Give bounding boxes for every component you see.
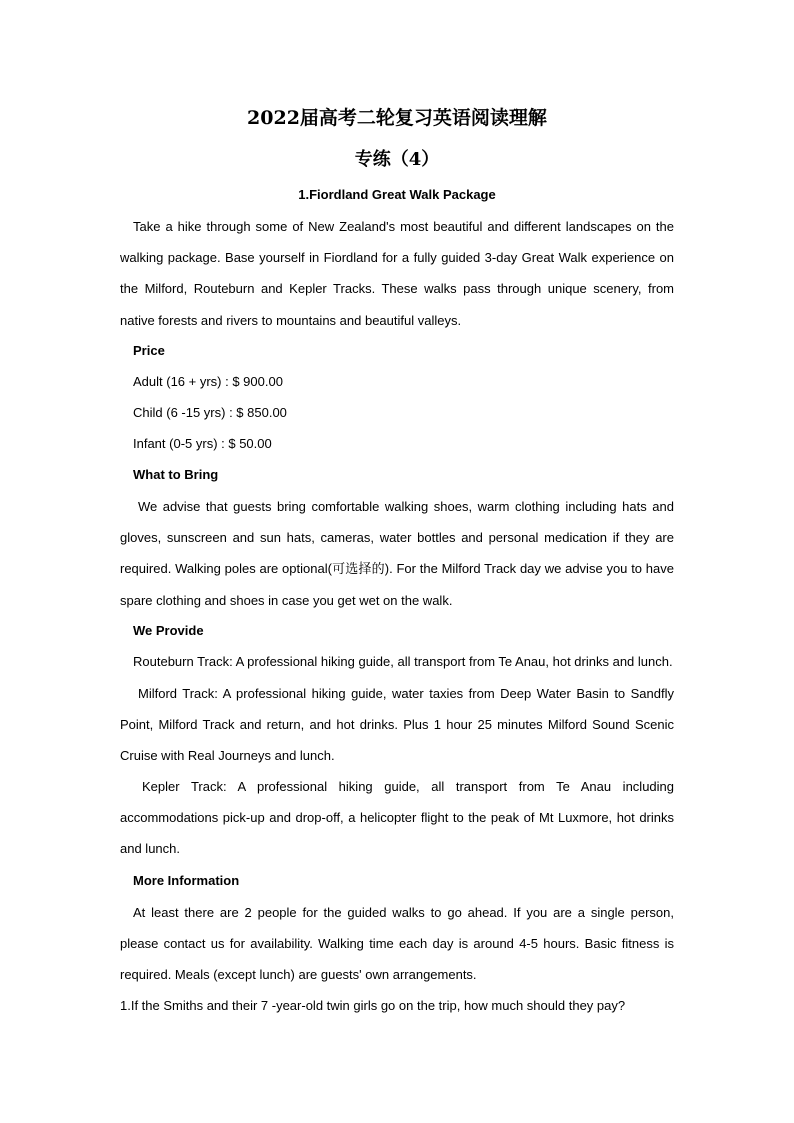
provide-routeburn: Routeburn Track: A professional hiking guide, all transport from Te Anau, hot drinks and lunch. [133,654,673,669]
question-1: 1.If the Smiths and their 7 -year-old twin girls go on the trip, how much should they pay? [120,998,626,1013]
price-adult: Adult (16 + yrs) : $ 900.00 [133,374,283,389]
document-subtitle: 专练（4） [354,149,440,170]
price-heading: Price [133,343,165,358]
bring-heading: What to Bring [133,467,219,482]
bring-paragraph: We advise that guests bring comfortable walking shoes, warm clothing including hats and gloves, sunscreen and sun hats, cameras, water bottles and personal medication if they are required. Walking poles are optional(可选择的). For the Milford Track day we advise you to have spare clothing and shoes in case you get wet on the walk. [120,499,674,608]
provide-milford: Milford Track: A professional hiking guide, water taxies from Deep Water Basin to Sandfly Point, Milford Track and return, and hot drinks. Plus 1 hour 25 minutes Milford Sound Scenic Cruise with Real Journeys and lunch. [120,686,674,764]
provide-kepler: Kepler Track: A professional hiking guide, all transport from Te Anau including accommodations pick-up and drop-off, a helicopter flight to the peak of Mt Luxmore, hot drinks and lunch. [120,779,674,857]
price-infant: Infant (0-5 yrs) : $ 50.00 [133,436,272,451]
price-child: Child (6 -15 yrs) : $ 850.00 [133,405,287,420]
intro-paragraph: Take a hike through some of New Zealand's most beautiful and different landscapes on the walking package. Base yourself in Fiordland for a fully guided 3-day Great Walk experience on the Milford, Routeburn and Kepler Tracks. These walks pass through unique scenery, from native forests and rivers to mountains and beautiful valleys. [120,219,674,328]
more-heading: More Information [133,873,240,888]
passage-title: 1.Fiordland Great Walk Package [298,187,496,202]
more-paragraph: At least there are 2 people for the guided walks to go ahead. If you are a single person, please contact us for availability. Walking time each day is around 4-5 hours. Basic fitness is required. Meals (except lunch) are guests' own arrangements. [120,905,674,983]
provide-heading: We Provide [133,623,204,638]
document-title: 2022届高考二轮复习英语阅读理解 [247,107,547,129]
